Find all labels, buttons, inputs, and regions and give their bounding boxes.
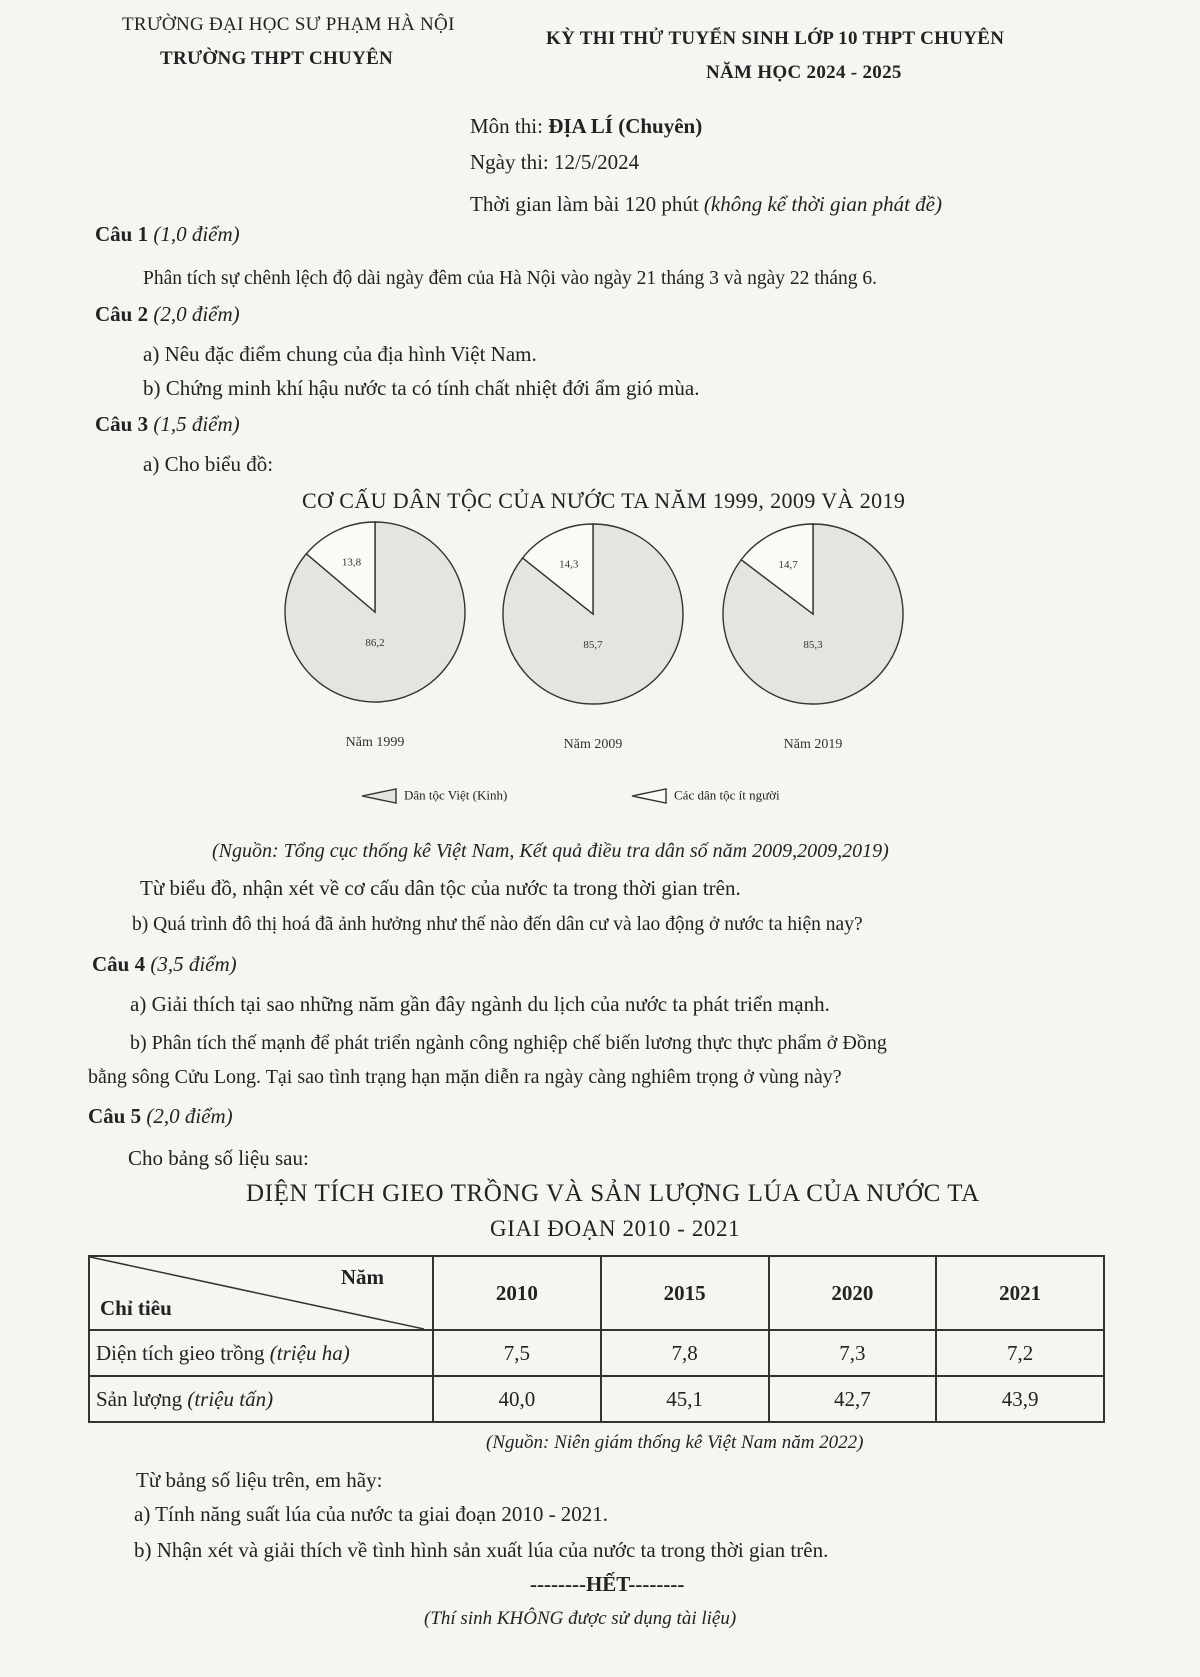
subject-line <box>470 114 702 139</box>
table-cell: 43,9 <box>936 1376 1104 1422</box>
chart-source: (Nguồn: Tổng cục thống kê Việt Nam, Kết quả điều tra dân số năm 2009,2009,2019) <box>212 840 889 862</box>
exam-date: Ngày thi: 12/5/2024 <box>470 150 640 174</box>
q4-title <box>92 952 237 977</box>
table-cell: 40,0 <box>433 1376 601 1422</box>
table-row <box>89 1376 1104 1422</box>
school-year: NĂM HỌC 2024 - 2025 <box>706 62 902 83</box>
subject-label: Môn thi: <box>470 114 543 138</box>
end-marker: --------HẾT-------- <box>530 1572 685 1596</box>
time-text: Thời gian làm bài 120 phút <box>470 192 699 216</box>
pie-label-kinh: 85,7 <box>583 639 603 651</box>
legend-swatch-others <box>630 786 670 806</box>
row-unit: (triệu ha) <box>269 1340 350 1365</box>
pie-label-others: 14,7 <box>778 559 798 572</box>
q4-b-line2: bằng sông Cửu Long. Tại sao tình trạng hạn mặn diễn ra ngày càng nghiêm trọng ở vùng này? <box>88 1066 842 1088</box>
q5-b: b) Nhận xét và giải thích về tình hình sản xuất lúa của nước ta trong thời gian trên. <box>134 1538 829 1562</box>
footer-note: (Thí sinh KHÔNG được sử dụng tài liệu) <box>424 1608 737 1629</box>
legend-swatch-kinh <box>360 786 400 806</box>
pie-label-kinh: 86,2 <box>365 637 385 649</box>
q2-a: a) Nêu đặc điểm chung của địa hình Việt Nam. <box>143 342 537 366</box>
corner-year-label: Năm <box>340 1265 384 1289</box>
q1-text: Phân tích sự chênh lệch độ dài ngày đêm của Hà Nội vào ngày 21 tháng 3 và ngày 22 tháng 6. <box>143 268 878 289</box>
table-row <box>89 1330 1104 1376</box>
table-source: (Nguồn: Niên giám thống kê Việt Nam năm 2022) <box>486 1432 864 1453</box>
q5-intro: Cho bảng số liệu sau: <box>128 1146 309 1170</box>
q2-title <box>95 302 240 327</box>
q4-label: Câu 4 <box>92 952 146 976</box>
q2-label: Câu 2 <box>95 302 149 326</box>
pie-year-label: Năm 2009 <box>563 737 623 752</box>
table-cell: 7,3 <box>769 1330 937 1376</box>
pie-label-others: 13,8 <box>341 556 362 569</box>
school-subname: TRƯỜNG THPT CHUYÊN <box>160 48 394 69</box>
q3-title <box>95 412 240 437</box>
table-header-row <box>89 1256 1104 1330</box>
q2-points: (2,0 điểm) <box>153 302 240 326</box>
table-cell: 7,5 <box>433 1330 601 1376</box>
rice-data-table <box>88 1255 1105 1423</box>
table-cell: 42,7 <box>769 1376 937 1422</box>
row-label <box>89 1330 433 1376</box>
exam-time <box>470 192 942 217</box>
school-name: TRƯỜNG ĐẠI HỌC SƯ PHẠM HÀ NỘI <box>122 14 455 35</box>
pie-year-label: Năm 1999 <box>345 735 405 750</box>
q5-a: a) Tính năng suất lúa của nước ta giai đoạn 2010 - 2021. <box>134 1502 609 1526</box>
year-header: 2020 <box>769 1256 937 1330</box>
pie-label-others: 14,3 <box>559 558 579 571</box>
time-note: (không kể thời gian phát đề) <box>703 192 942 216</box>
table-title-line1: DIỆN TÍCH GIEO TRỒNG VÀ SẢN LƯỢNG LÚA CỦA NƯỚC TA <box>246 1180 980 1207</box>
table-cell: 7,8 <box>601 1330 769 1376</box>
legend-item-kinh <box>360 786 507 806</box>
q1-title <box>95 222 240 247</box>
legend-label-kinh: Dân tộc Việt (Kinh) <box>404 787 508 803</box>
q4-b-line1: b) Phân tích thế mạnh để phát triển ngành công nghiệp chế biến lương thực thực phẩm ở Đồng <box>130 1032 887 1054</box>
q3-label: Câu 3 <box>95 412 149 436</box>
exam-title: KỲ THI THỬ TUYỂN SINH LỚP 10 THPT CHUYÊN <box>546 28 1005 49</box>
table-cell: 7,2 <box>936 1330 1104 1376</box>
subject-value: ĐỊA LÍ (Chuyên) <box>548 114 703 138</box>
q3-points: (1,5 điểm) <box>153 412 240 436</box>
q2-b: b) Chứng minh khí hậu nước ta có tính chất nhiệt đới ẩm gió mùa. <box>143 376 700 400</box>
pie-label-kinh: 85,3 <box>803 639 823 651</box>
row-label <box>89 1376 433 1422</box>
pie-year-label: Năm 2019 <box>783 737 843 752</box>
q1-label: Câu 1 <box>95 222 149 246</box>
year-header: 2010 <box>433 1256 601 1330</box>
q4-points: (3,5 điểm) <box>150 952 237 976</box>
q3-b: b) Quá trình đô thị hoá đã ảnh hưởng như thế nào đến dân cư và lao động ở nước ta hiện nay? <box>132 914 863 935</box>
pie-chart-area <box>280 520 960 770</box>
q5-title <box>88 1104 233 1129</box>
table-corner-cell <box>89 1256 433 1330</box>
year-header: 2021 <box>936 1256 1104 1330</box>
year-header: 2015 <box>601 1256 769 1330</box>
legend-item-others <box>630 786 780 806</box>
table-title-line2: GIAI ĐOẠN 2010 - 2021 <box>490 1216 741 1241</box>
row-label-text: Diện tích gieo trồng <box>96 1340 265 1365</box>
q5-label: Câu 5 <box>88 1104 142 1128</box>
row-unit: (triệu tấn) <box>187 1386 274 1411</box>
q1-points: (1,0 điểm) <box>153 222 240 246</box>
q3-a-task: Từ biểu đồ, nhận xét về cơ cấu dân tộc của nước ta trong thời gian trên. <box>140 876 741 900</box>
q5-task-intro: Từ bảng số liệu trên, em hãy: <box>136 1468 383 1492</box>
corner-indicator-label: Chỉ tiêu <box>100 1296 172 1320</box>
q5-points: (2,0 điểm) <box>146 1104 233 1128</box>
q4-a: a) Giải thích tại sao những năm gần đây ngành du lịch của nước ta phát triển mạnh. <box>130 992 830 1016</box>
chart-title: CƠ CẤU DÂN TỘC CỦA NƯỚC TA NĂM 1999, 2009 VÀ 2019 <box>302 488 906 513</box>
row-label-text: Sản lượng <box>96 1386 183 1411</box>
legend-label-others: Các dân tộc ít người <box>674 787 780 803</box>
q3-a-intro: a) Cho biểu đồ: <box>143 452 274 476</box>
table-cell: 45,1 <box>601 1376 769 1422</box>
